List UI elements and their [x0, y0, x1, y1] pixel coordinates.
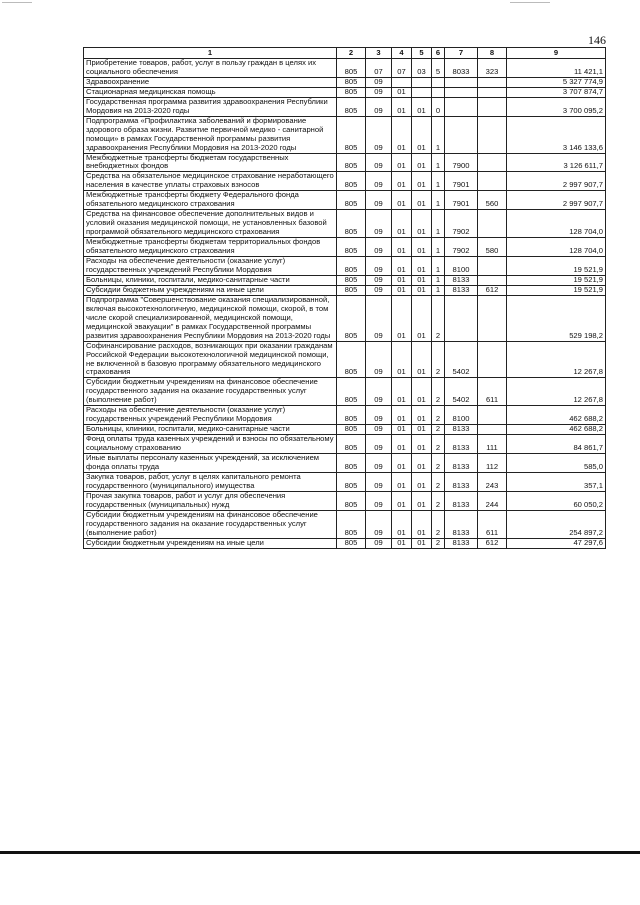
row-program: 01: [412, 97, 432, 116]
row-section: 09: [366, 472, 392, 491]
row-name: Расходы на обеспечение деятельности (оказание услуг) государственных учреждений Республики Мордовия: [84, 257, 337, 276]
row-subprogram: 2: [432, 510, 445, 538]
row-admin-code: 805: [337, 116, 366, 153]
row-name: Средства на обязательное медицинское страхование неработающего населения в качестве уплаты страховых взносов: [84, 172, 337, 191]
row-article: [445, 295, 478, 341]
row-program: 01: [412, 116, 432, 153]
row-program: 03: [412, 59, 432, 78]
row-article: 7902: [445, 238, 478, 257]
row-section: 09: [366, 77, 392, 87]
row-section: 09: [366, 295, 392, 341]
row-subsection: 01: [392, 238, 412, 257]
row-name: Субсидии бюджетным учреждениям на иные цели: [84, 538, 337, 548]
table-row: [84, 97, 606, 116]
row-admin-code: 805: [337, 257, 366, 276]
table-row: [84, 510, 606, 538]
row-amount: 12 267,8: [507, 378, 606, 406]
col-header: 5: [412, 48, 432, 59]
row-program: 01: [412, 538, 432, 548]
row-expense-type: 612: [478, 285, 507, 295]
row-amount: 60 050,2: [507, 491, 606, 510]
row-expense-type: [478, 425, 507, 435]
scan-artifact-right: [510, 2, 550, 3]
table-row: [84, 238, 606, 257]
row-subprogram: [432, 87, 445, 97]
row-program: 01: [412, 406, 432, 425]
row-program: 01: [412, 510, 432, 538]
row-expense-type: [478, 116, 507, 153]
row-program: 01: [412, 275, 432, 285]
row-amount: 529 198,2: [507, 295, 606, 341]
row-subprogram: 1: [432, 153, 445, 172]
row-program: 01: [412, 454, 432, 473]
row-article: 8100: [445, 257, 478, 276]
table-row: [84, 87, 606, 97]
row-subprogram: 1: [432, 191, 445, 210]
budget-table: [83, 47, 606, 549]
row-amount: 254 897,2: [507, 510, 606, 538]
table-row: [84, 191, 606, 210]
table-row: [84, 285, 606, 295]
row-name: Субсидии бюджетным учреждениям на финансовое обеспечение государственного задания на оказание государственных услуг (выполнение работ): [84, 378, 337, 406]
row-program: 01: [412, 238, 432, 257]
col-header: 6: [432, 48, 445, 59]
row-expense-type: [478, 257, 507, 276]
row-amount: 128 704,0: [507, 238, 606, 257]
table-row: [84, 341, 606, 378]
row-article: 8100: [445, 406, 478, 425]
row-subprogram: 2: [432, 472, 445, 491]
row-admin-code: 805: [337, 97, 366, 116]
row-subsection: 01: [392, 87, 412, 97]
row-article: 5402: [445, 341, 478, 378]
row-amount: 84 861,7: [507, 435, 606, 454]
row-expense-type: 612: [478, 538, 507, 548]
row-article: 7900: [445, 153, 478, 172]
table-row: [84, 153, 606, 172]
row-article: 8133: [445, 491, 478, 510]
col-header: 9: [507, 48, 606, 59]
row-name: Здравоохранение: [84, 77, 337, 87]
row-expense-type: 243: [478, 472, 507, 491]
row-admin-code: 805: [337, 172, 366, 191]
row-amount: 2 997 907,7: [507, 172, 606, 191]
row-subsection: 01: [392, 491, 412, 510]
row-article: [445, 77, 478, 87]
row-subprogram: 1: [432, 257, 445, 276]
row-section: 09: [366, 191, 392, 210]
row-admin-code: 805: [337, 59, 366, 78]
row-section: 09: [366, 425, 392, 435]
row-amount: 357,1: [507, 472, 606, 491]
row-section: 09: [366, 285, 392, 295]
row-subsection: 01: [392, 538, 412, 548]
row-amount: 2 997 907,7: [507, 191, 606, 210]
table-row: [84, 425, 606, 435]
row-subprogram: 1: [432, 275, 445, 285]
row-name: Расходы на обеспечение деятельности (оказание услуг) государственных учреждений Республики Мордовия: [84, 406, 337, 425]
row-admin-code: 805: [337, 210, 366, 238]
row-subprogram: 2: [432, 425, 445, 435]
row-program: 01: [412, 210, 432, 238]
row-section: 09: [366, 538, 392, 548]
col-header: 2: [337, 48, 366, 59]
row-subsection: 01: [392, 97, 412, 116]
row-amount: 462 688,2: [507, 425, 606, 435]
row-program: 01: [412, 285, 432, 295]
row-subsection: 01: [392, 341, 412, 378]
row-section: 09: [366, 210, 392, 238]
row-admin-code: 805: [337, 275, 366, 285]
scan-artifact-left: [2, 2, 32, 3]
row-expense-type: 611: [478, 510, 507, 538]
row-expense-type: 244: [478, 491, 507, 510]
row-admin-code: 805: [337, 295, 366, 341]
page-number: 146: [588, 33, 606, 47]
row-admin-code: 805: [337, 538, 366, 548]
row-program: 01: [412, 257, 432, 276]
col-header: 7: [445, 48, 478, 59]
row-name: Субсидии бюджетным учреждениям на иные цели: [84, 285, 337, 295]
row-name: Фонд оплаты труда казенных учреждений и взносы по обязательному социальному страхованию: [84, 435, 337, 454]
row-article: 8133: [445, 285, 478, 295]
row-subsection: 01: [392, 406, 412, 425]
row-expense-type: [478, 77, 507, 87]
row-expense-type: [478, 406, 507, 425]
row-article: [445, 116, 478, 153]
row-admin-code: 805: [337, 285, 366, 295]
row-amount: 3 700 095,2: [507, 97, 606, 116]
row-subprogram: 1: [432, 210, 445, 238]
row-section: 09: [366, 341, 392, 378]
row-section: 09: [366, 275, 392, 285]
row-expense-type: [478, 295, 507, 341]
row-expense-type: [478, 97, 507, 116]
table-row: [84, 59, 606, 78]
row-name: Межбюджетные трансферты бюджетам государственных внебюджетных фондов: [84, 153, 337, 172]
row-section: 09: [366, 491, 392, 510]
row-article: 8133: [445, 425, 478, 435]
row-subprogram: 2: [432, 435, 445, 454]
row-expense-type: [478, 87, 507, 97]
row-section: 09: [366, 510, 392, 538]
row-admin-code: 805: [337, 472, 366, 491]
table-row: [84, 295, 606, 341]
col-header: 8: [478, 48, 507, 59]
row-subprogram: 5: [432, 59, 445, 78]
table-row: [84, 538, 606, 548]
row-program: 01: [412, 472, 432, 491]
row-subsection: 01: [392, 295, 412, 341]
table-row: [84, 210, 606, 238]
col-header: 1: [84, 48, 337, 59]
table-row: [84, 378, 606, 406]
row-section: 09: [366, 172, 392, 191]
row-program: [412, 87, 432, 97]
row-subsection: 07: [392, 59, 412, 78]
row-expense-type: [478, 172, 507, 191]
row-amount: 11 421,1: [507, 59, 606, 78]
row-subprogram: [432, 77, 445, 87]
row-program: 01: [412, 378, 432, 406]
col-header: 4: [392, 48, 412, 59]
row-subprogram: 2: [432, 341, 445, 378]
row-name: Межбюджетные трансферты бюджетам территориальных фондов обязательного медицинского страхования: [84, 238, 337, 257]
row-subsection: 01: [392, 435, 412, 454]
row-name: Межбюджетные трансферты бюджету Федерального фонда обязательного медицинского страхования: [84, 191, 337, 210]
table-row: [84, 77, 606, 87]
row-subsection: 01: [392, 425, 412, 435]
row-expense-type: [478, 275, 507, 285]
table-row: [84, 116, 606, 153]
row-amount: 3 126 611,7: [507, 153, 606, 172]
row-admin-code: 805: [337, 491, 366, 510]
row-program: 01: [412, 425, 432, 435]
row-expense-type: [478, 153, 507, 172]
row-name: Подпрограмма «Профилактика заболеваний и формирование здорового образа жизни. Развитие первичной медико - санитарной помощи» в рамках Государственной программы развития здравоохранения Республики Мордовия на 2013-2020 годы: [84, 116, 337, 153]
row-expense-type: 560: [478, 191, 507, 210]
row-program: [412, 77, 432, 87]
row-program: 01: [412, 435, 432, 454]
row-program: 01: [412, 153, 432, 172]
row-subsection: 01: [392, 454, 412, 473]
row-admin-code: 805: [337, 238, 366, 257]
row-section: 09: [366, 153, 392, 172]
row-admin-code: 805: [337, 378, 366, 406]
row-subprogram: 0: [432, 97, 445, 116]
row-program: 01: [412, 341, 432, 378]
row-name: Прочая закупка товаров, работ и услуг для обеспечения государственных (муниципальных) нужд: [84, 491, 337, 510]
row-subsection: 01: [392, 378, 412, 406]
row-subprogram: 2: [432, 295, 445, 341]
row-name: Больницы, клиники, госпитали, медико-санитарные части: [84, 275, 337, 285]
row-amount: 3 707 874,7: [507, 87, 606, 97]
row-amount: 19 521,9: [507, 285, 606, 295]
table-row: [84, 454, 606, 473]
row-section: 09: [366, 257, 392, 276]
row-article: [445, 87, 478, 97]
row-subsection: 01: [392, 510, 412, 538]
table-row: [84, 257, 606, 276]
row-amount: 462 688,2: [507, 406, 606, 425]
row-article: 8133: [445, 510, 478, 538]
row-program: 01: [412, 172, 432, 191]
row-subsection: 01: [392, 257, 412, 276]
table-row: [84, 406, 606, 425]
row-subsection: 01: [392, 172, 412, 191]
row-expense-type: 580: [478, 238, 507, 257]
row-section: 09: [366, 87, 392, 97]
row-admin-code: 805: [337, 406, 366, 425]
row-subprogram: 2: [432, 538, 445, 548]
row-program: 01: [412, 191, 432, 210]
row-subprogram: 2: [432, 491, 445, 510]
row-name: Субсидии бюджетным учреждениям на финансовое обеспечение государственного задания на оказание государственных услуг (выполнение работ): [84, 510, 337, 538]
row-article: 8133: [445, 472, 478, 491]
row-section: 09: [366, 454, 392, 473]
row-subsection: 01: [392, 116, 412, 153]
row-expense-type: 111: [478, 435, 507, 454]
row-article: 8133: [445, 454, 478, 473]
row-subprogram: 1: [432, 116, 445, 153]
row-article: 8033: [445, 59, 478, 78]
row-section: 09: [366, 406, 392, 425]
table-row: [84, 472, 606, 491]
row-expense-type: 323: [478, 59, 507, 78]
row-name: Иные выплаты персоналу казенных учреждений, за исключением фонда оплаты труда: [84, 454, 337, 473]
row-name: Государственная программа развития здравоохранения Республики Мордовия на 2013-2020 годы: [84, 97, 337, 116]
row-name: Стационарная медицинская помощь: [84, 87, 337, 97]
row-amount: 3 146 133,6: [507, 116, 606, 153]
row-amount: 585,0: [507, 454, 606, 473]
row-subsection: [392, 77, 412, 87]
row-subprogram: 2: [432, 378, 445, 406]
row-name: Больницы, клиники, госпитали, медико-санитарные части: [84, 425, 337, 435]
header-row: [84, 48, 606, 59]
row-name: Средства на финансовое обеспечение дополнительных видов и условий оказания медицинской помощи, не установленных базовой программой обязательного медицинского страхования: [84, 210, 337, 238]
row-subsection: 01: [392, 210, 412, 238]
row-expense-type: [478, 341, 507, 378]
row-section: 09: [366, 238, 392, 257]
row-article: 8133: [445, 435, 478, 454]
row-name: Подпрограмма "Совершенствование оказания специализированной, включая высокотехнологичную, медицинской помощи, скорой, в том числе скорой специализированной, медицинской помощи, медицинской эвакуации" в рамках Государственной программы развития здравоохранения Республики Мордовия на 2013-2020 годы: [84, 295, 337, 341]
row-section: 09: [366, 435, 392, 454]
row-article: [445, 97, 478, 116]
table-row: [84, 172, 606, 191]
row-subsection: 01: [392, 275, 412, 285]
row-amount: 12 267,8: [507, 341, 606, 378]
row-subsection: 01: [392, 191, 412, 210]
row-admin-code: 805: [337, 77, 366, 87]
row-admin-code: 805: [337, 435, 366, 454]
col-header: 3: [366, 48, 392, 59]
row-amount: 128 704,0: [507, 210, 606, 238]
row-name: Софинансирование расходов, возникающих при оказании гражданам Российской Федерации высокотехнологичной медицинской помощи, не включенной в базовую программу обязательного медицинского страхования: [84, 341, 337, 378]
row-amount: 19 521,9: [507, 275, 606, 285]
row-subprogram: 2: [432, 406, 445, 425]
row-admin-code: 805: [337, 454, 366, 473]
row-expense-type: 112: [478, 454, 507, 473]
row-article: 8133: [445, 275, 478, 285]
row-article: 7901: [445, 172, 478, 191]
row-amount: 19 521,9: [507, 257, 606, 276]
row-subsection: 01: [392, 472, 412, 491]
row-section: 09: [366, 378, 392, 406]
row-admin-code: 805: [337, 425, 366, 435]
row-article: 7901: [445, 191, 478, 210]
row-article: 8133: [445, 538, 478, 548]
row-admin-code: 805: [337, 341, 366, 378]
row-subsection: 01: [392, 285, 412, 295]
row-name: Приобретение товаров, работ, услуг в пользу граждан в целях их социального обеспечения: [84, 59, 337, 78]
row-name: Закупка товаров, работ, услуг в целях капитального ремонта государственного (муниципального) имущества: [84, 472, 337, 491]
row-program: 01: [412, 295, 432, 341]
row-program: 01: [412, 491, 432, 510]
row-subprogram: 1: [432, 172, 445, 191]
scan-bottom-edge: [0, 851, 640, 854]
table-row: [84, 435, 606, 454]
row-subprogram: 1: [432, 285, 445, 295]
row-section: 09: [366, 97, 392, 116]
table-row: [84, 275, 606, 285]
row-expense-type: [478, 210, 507, 238]
row-admin-code: 805: [337, 191, 366, 210]
row-article: 5402: [445, 378, 478, 406]
row-amount: 5 327 774,9: [507, 77, 606, 87]
row-section: 07: [366, 59, 392, 78]
row-admin-code: 805: [337, 153, 366, 172]
row-subsection: 01: [392, 153, 412, 172]
row-subprogram: 1: [432, 238, 445, 257]
table-row: [84, 491, 606, 510]
row-admin-code: 805: [337, 87, 366, 97]
row-expense-type: 611: [478, 378, 507, 406]
row-section: 09: [366, 116, 392, 153]
row-subprogram: 2: [432, 454, 445, 473]
row-amount: 47 297,6: [507, 538, 606, 548]
row-admin-code: 805: [337, 510, 366, 538]
row-article: 7902: [445, 210, 478, 238]
